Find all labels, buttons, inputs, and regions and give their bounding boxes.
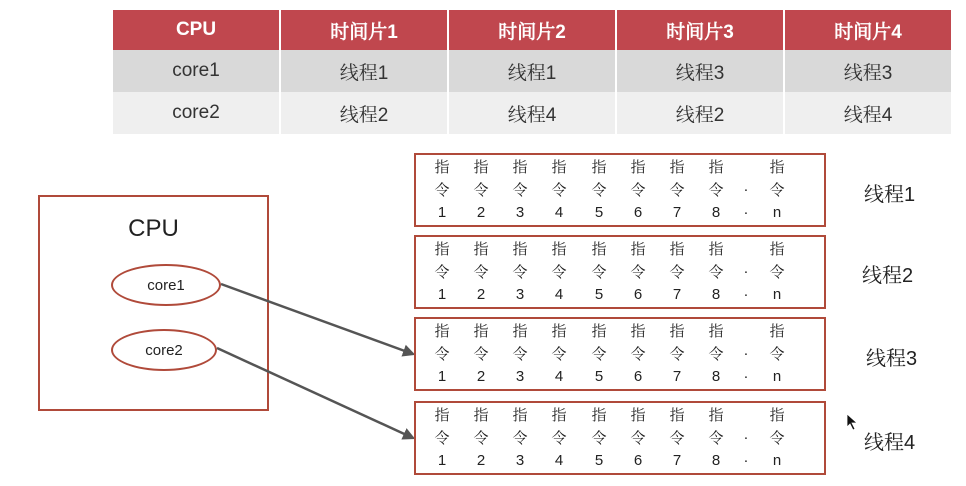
- ellipsis-dot: .: [743, 448, 749, 466]
- instruction-number: 4: [554, 286, 564, 303]
- instruction-char-1: 指: [708, 159, 724, 176]
- instruction-char-2: 令: [434, 263, 450, 281]
- instruction: [508, 157, 532, 225]
- instruction-char-2: 令: [769, 181, 785, 199]
- core1-node: core1: [111, 264, 221, 306]
- instruction: [665, 157, 689, 225]
- instruction-number: 5: [594, 204, 604, 221]
- instruction-char-2: 令: [591, 263, 607, 281]
- instruction-char-1: 指: [434, 241, 450, 258]
- instruction-number: 3: [515, 452, 525, 469]
- instruction: [704, 321, 728, 389]
- instruction-number: 5: [594, 368, 604, 385]
- instruction: [469, 405, 493, 473]
- ellipsis-dot: .: [743, 341, 749, 359]
- instruction-number: 7: [672, 286, 682, 303]
- thread-label: 线程1: [864, 184, 916, 206]
- instruction-number: 8: [711, 452, 721, 469]
- instruction-number: 7: [672, 368, 682, 385]
- instruction-char-1: 指: [769, 241, 785, 258]
- instruction-char-1: 指: [512, 159, 528, 176]
- instruction-char-2: 令: [551, 181, 567, 199]
- instruction-char-2: 令: [591, 429, 607, 447]
- instruction: [430, 157, 454, 225]
- thread-instruction-box: [414, 401, 826, 475]
- instruction-char-2: 令: [512, 181, 528, 199]
- instruction-char-2: 令: [512, 429, 528, 447]
- instruction-number: 1: [437, 286, 447, 303]
- instruction-number: 6: [633, 452, 643, 469]
- instruction-number: n: [772, 368, 782, 385]
- instruction-gap: [734, 239, 758, 262]
- instruction-char-2: 令: [551, 263, 567, 281]
- table-header: 时间片2: [448, 10, 616, 50]
- instruction-char-1: 指: [669, 159, 685, 176]
- instruction-char-1: 指: [769, 407, 785, 424]
- instruction: [508, 321, 532, 389]
- instruction-number: 1: [437, 452, 447, 469]
- table-cell: core2: [113, 92, 280, 134]
- instruction-char-1: 指: [473, 159, 489, 176]
- instruction: [469, 157, 493, 225]
- instruction-char-2: 令: [434, 345, 450, 363]
- table-header: CPU: [113, 10, 280, 50]
- instruction-number: 4: [554, 452, 564, 469]
- instruction: [626, 157, 650, 225]
- instruction-number: 7: [672, 452, 682, 469]
- instruction-char-1: 指: [591, 323, 607, 340]
- instruction-char-2: 令: [551, 345, 567, 363]
- instruction: [547, 321, 571, 389]
- thread-label: 线程4: [864, 432, 916, 454]
- thread-instruction-box: [414, 153, 826, 227]
- mouse-cursor-icon: [846, 413, 860, 431]
- instruction: [626, 321, 650, 389]
- table-header: 时间片3: [616, 10, 784, 50]
- instruction-number: 1: [437, 204, 447, 221]
- instruction-char-1: 指: [551, 323, 567, 340]
- table-cell: 线程2: [280, 92, 448, 134]
- instruction-char-2: 令: [708, 263, 724, 281]
- instruction-char-2: 令: [630, 181, 646, 199]
- instruction-char-1: 指: [769, 323, 785, 340]
- instruction: [626, 239, 650, 307]
- core1-to-thread3-arrow: [221, 284, 413, 354]
- instruction-char-2: 令: [669, 345, 685, 363]
- instruction-char-1: 指: [630, 323, 646, 340]
- cpu-title: CPU: [128, 215, 179, 242]
- instruction-number: 2: [476, 204, 486, 221]
- instruction-char-1: 指: [708, 407, 724, 424]
- instruction: [734, 157, 758, 225]
- instruction-char-2: 令: [630, 345, 646, 363]
- instruction-char-1: 指: [769, 159, 785, 176]
- ellipsis-dot: .: [743, 177, 749, 195]
- instruction-char-2: 令: [551, 429, 567, 447]
- instruction-char-2: 令: [512, 345, 528, 363]
- instruction-number: 2: [476, 368, 486, 385]
- instruction-char-1: 指: [434, 407, 450, 424]
- instruction: [665, 321, 689, 389]
- instruction: [469, 239, 493, 307]
- table-cell: 线程4: [448, 92, 616, 134]
- instruction-char-2: 令: [769, 263, 785, 281]
- table-header: 时间片4: [784, 10, 951, 50]
- instruction-number: 6: [633, 286, 643, 303]
- ellipsis-dot: .: [743, 200, 749, 218]
- instruction-char-1: 指: [591, 241, 607, 258]
- instruction: [734, 321, 758, 389]
- table-cell: 线程4: [784, 92, 951, 134]
- instruction: [765, 239, 789, 307]
- instruction-char-1: 指: [591, 407, 607, 424]
- instruction-char-1: 指: [512, 241, 528, 258]
- instruction: [734, 239, 758, 307]
- instruction-char-2: 令: [769, 345, 785, 363]
- instruction: [587, 405, 611, 473]
- instruction-number: n: [772, 286, 782, 303]
- instruction-number: 7: [672, 204, 682, 221]
- instruction-char-2: 令: [769, 429, 785, 447]
- instruction-number: 3: [515, 286, 525, 303]
- table-cell: 线程3: [616, 50, 784, 92]
- instruction-char-2: 令: [630, 429, 646, 447]
- instruction-number: n: [772, 204, 782, 221]
- table-cell: 线程3: [784, 50, 951, 92]
- instruction-char-2: 令: [630, 263, 646, 281]
- thread-label: 线程3: [866, 348, 918, 370]
- instruction: [626, 405, 650, 473]
- instruction-char-2: 令: [669, 263, 685, 281]
- instruction: [587, 239, 611, 307]
- instruction: [704, 239, 728, 307]
- ellipsis-dot: .: [743, 425, 749, 443]
- instruction-char-2: 令: [591, 181, 607, 199]
- instruction-number: 6: [633, 368, 643, 385]
- instruction-char-1: 指: [551, 241, 567, 258]
- instruction: [508, 405, 532, 473]
- instruction: [547, 157, 571, 225]
- instruction: [765, 157, 789, 225]
- instruction-number: 3: [515, 368, 525, 385]
- instruction-number: 3: [515, 204, 525, 221]
- instruction-char-1: 指: [434, 159, 450, 176]
- instruction-char-1: 指: [630, 241, 646, 258]
- instruction-number: n: [772, 452, 782, 469]
- instruction-char-1: 指: [630, 407, 646, 424]
- core2-node: core2: [111, 329, 217, 371]
- instruction-char-2: 令: [473, 181, 489, 199]
- ellipsis-dot: .: [743, 259, 749, 277]
- instruction: [587, 321, 611, 389]
- instruction: [547, 405, 571, 473]
- instruction-char-1: 指: [473, 407, 489, 424]
- instruction: [587, 157, 611, 225]
- instruction-number: 5: [594, 452, 604, 469]
- table-cell: 线程1: [448, 50, 616, 92]
- ellipsis-dot: .: [743, 364, 749, 382]
- instruction-char-2: 令: [473, 263, 489, 281]
- ellipsis-dot: .: [743, 282, 749, 300]
- core2-to-thread4-arrow: [217, 348, 413, 438]
- instruction-number: 8: [711, 368, 721, 385]
- instruction: [508, 239, 532, 307]
- instruction: [430, 321, 454, 389]
- instruction-char-1: 指: [708, 241, 724, 258]
- instruction-char-2: 令: [473, 429, 489, 447]
- instruction-number: 6: [633, 204, 643, 221]
- instruction: [765, 321, 789, 389]
- instruction-char-1: 指: [591, 159, 607, 176]
- instruction-char-1: 指: [669, 241, 685, 258]
- instruction-number: 5: [594, 286, 604, 303]
- instruction-char-2: 令: [434, 429, 450, 447]
- instruction: [430, 405, 454, 473]
- instruction-number: 4: [554, 368, 564, 385]
- thread-label: 线程2: [862, 265, 914, 287]
- instruction-char-1: 指: [473, 241, 489, 258]
- instruction-char-2: 令: [669, 429, 685, 447]
- instruction-char-1: 指: [473, 323, 489, 340]
- instruction-char-1: 指: [708, 323, 724, 340]
- table-header: 时间片1: [280, 10, 448, 50]
- instruction-number: 1: [437, 368, 447, 385]
- instruction-char-2: 令: [708, 345, 724, 363]
- instruction-char-1: 指: [630, 159, 646, 176]
- instruction-char-2: 令: [434, 181, 450, 199]
- instruction: [547, 239, 571, 307]
- instruction-char-2: 令: [669, 181, 685, 199]
- instruction: [765, 405, 789, 473]
- instruction-char-2: 令: [591, 345, 607, 363]
- instruction-char-1: 指: [512, 323, 528, 340]
- instruction: [704, 157, 728, 225]
- thread-instruction-box: [414, 317, 826, 391]
- instruction-gap: [734, 157, 758, 180]
- instruction: [704, 405, 728, 473]
- thread-instruction-box: [414, 235, 826, 309]
- instruction-char-2: 令: [512, 263, 528, 281]
- instruction-gap: [734, 405, 758, 428]
- instruction: [469, 321, 493, 389]
- instruction-char-2: 令: [473, 345, 489, 363]
- table-cell: 线程1: [280, 50, 448, 92]
- instruction-char-2: 令: [708, 429, 724, 447]
- instruction: [430, 239, 454, 307]
- instruction-char-2: 令: [708, 181, 724, 199]
- instruction-number: 4: [554, 204, 564, 221]
- instruction-char-1: 指: [434, 323, 450, 340]
- instruction: [665, 239, 689, 307]
- instruction-number: 2: [476, 452, 486, 469]
- instruction-gap: [734, 321, 758, 344]
- table-cell: 线程2: [616, 92, 784, 134]
- instruction-number: 8: [711, 286, 721, 303]
- instruction-char-1: 指: [512, 407, 528, 424]
- table-cell: core1: [113, 50, 280, 92]
- instruction-char-1: 指: [551, 159, 567, 176]
- instruction: [665, 405, 689, 473]
- instruction-char-1: 指: [551, 407, 567, 424]
- instruction-char-1: 指: [669, 407, 685, 424]
- instruction-number: 2: [476, 286, 486, 303]
- instruction-char-1: 指: [669, 323, 685, 340]
- instruction-number: 8: [711, 204, 721, 221]
- instruction: [734, 405, 758, 473]
